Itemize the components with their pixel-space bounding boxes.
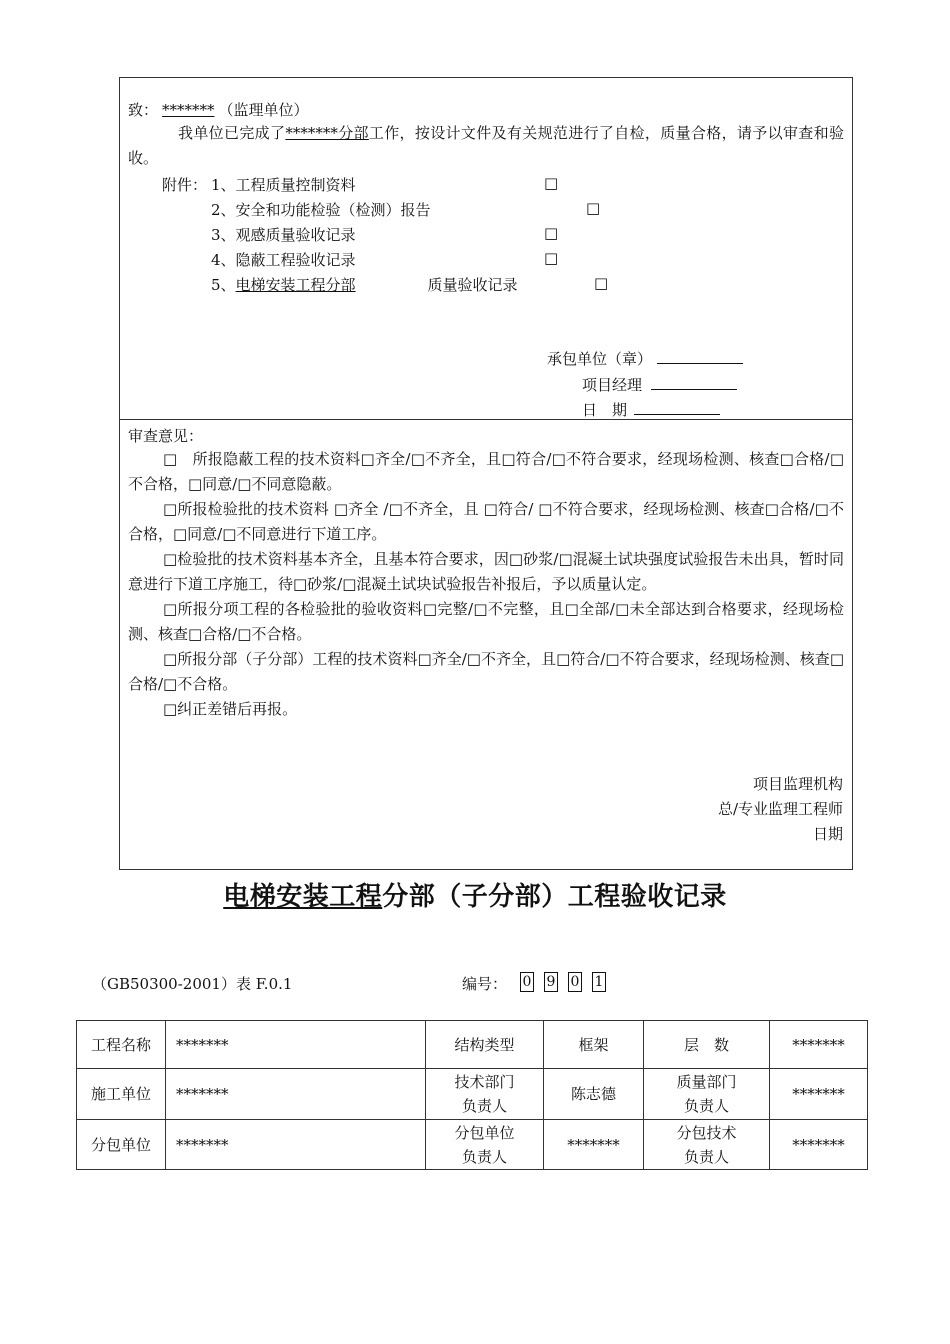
attachment-item: 3、观感质量验收记录 (211, 226, 356, 244)
page-title: 电梯安装工程分部（子分部）工程验收记录 (223, 882, 727, 912)
review-item: □纠正差错后再报。 (163, 700, 298, 718)
attachment-checkbox[interactable]: □ (544, 174, 559, 192)
label-cell: 施工单位 (77, 1069, 166, 1120)
label-cell: 工程名称 (77, 1021, 166, 1069)
to-value: ******* (162, 101, 215, 119)
number-digit: 0 (520, 972, 534, 992)
label-cell: 技术部门 负责人 (426, 1069, 544, 1120)
date-line[interactable] (634, 400, 720, 415)
quality-lead-value: ******* (770, 1069, 868, 1120)
label-cell: 质量部门 负责人 (644, 1069, 770, 1120)
record-number (520, 972, 616, 992)
notice-body: 我单位已完成了*******分部工作，按设计文件及有关规范进行了自检，质量合格，请予以审查和验收。 (128, 124, 844, 167)
attachment-checkbox[interactable]: □ (544, 224, 559, 242)
review-heading: 审查意见： (128, 427, 204, 445)
attachment-checkbox[interactable]: □ (586, 199, 601, 217)
project-name: *******分部 (285, 124, 369, 142)
number-digit: 9 (544, 972, 558, 992)
attachment-item: 2、安全和功能检验（检测）报告 (211, 201, 431, 219)
notice-to-line (128, 99, 309, 120)
review-item: □所报分项工程的各检验批的验收资料□完整/□不完整，且□全部/□未全部达到合格要求，经现场检测、核查□合格/□不合格。 (128, 600, 844, 643)
table-row (77, 1021, 868, 1069)
project-name-value: ******* (166, 1021, 426, 1069)
attachment-checkbox[interactable]: □ (594, 274, 609, 292)
number-digit: 0 (568, 972, 582, 992)
review-item: □ 所报隐蔽工程的技术资料□齐全/□不齐全，且□符合/□不符合要求，经现场检测、核查□合格/□不合格，□同意/□不同意隐蔽。 (128, 450, 844, 493)
subcontractor-lead-value: ******* (544, 1120, 644, 1170)
contractor-signature-line[interactable] (657, 349, 743, 364)
subcontractor-value: ******* (166, 1120, 426, 1170)
label-cell: 分包单位 负责人 (426, 1120, 544, 1170)
project-info-table (76, 1020, 868, 1170)
label-cell: 结构类型 (426, 1021, 544, 1069)
standard-ref: （GB50300-2001）表 F.0.1 (92, 975, 293, 993)
attach-label: 附件： (162, 176, 208, 194)
label-cell: 分包技术 负责人 (644, 1120, 770, 1170)
sign-date: 日期 (812, 825, 843, 843)
attachment-item: 5、电梯安装工程分部 质量验收记录 (211, 276, 518, 294)
number-label: 编号： (462, 975, 508, 993)
pm-sign: 项目经理 (582, 374, 737, 395)
construction-unit-value: ******* (166, 1069, 426, 1120)
floors-value: ******* (770, 1021, 868, 1069)
attachment-item: 4、隐蔽工程验收记录 (211, 251, 356, 269)
number-digit: 1 (592, 972, 606, 992)
pm-signature-line[interactable] (651, 375, 737, 390)
table-row (77, 1120, 868, 1170)
sign-org: 项目监理机构 (752, 775, 843, 793)
review-item: □所报检验批的技术资料 □齐全 /□不齐全，且 □符合/ □不符合要求，经现场检测、核查□合格/□不合格，□同意/□不同意进行下道工序。 (128, 500, 844, 543)
contractor-sign: 承包单位（章） (547, 348, 743, 369)
date-sign: 日 期 (582, 399, 720, 420)
label-cell: 分包单位 (77, 1120, 166, 1170)
subcontractor-tech-lead-value: ******* (770, 1120, 868, 1170)
attachment-item: 1、工程质量控制资料 (211, 176, 356, 194)
structure-type-value: 框架 (544, 1021, 644, 1069)
review-item: □所报分部（子分部）工程的技术资料□齐全/□不齐全，且□符合/□不符合要求，经现场检测、核查□合格/□不合格。 (128, 650, 844, 693)
table-row (77, 1069, 868, 1120)
review-item: □检验批的技术资料基本齐全，且基本符合要求，因□砂浆/□混凝土试块强度试验报告未出具，暂时同意进行下道工序施工，待□砂浆/□混凝土试块试验报告补报后，予以质量认定。 (128, 550, 844, 593)
to-suffix: （监理单位） (218, 101, 309, 119)
sign-engineer: 总/专业监理工程师 (717, 800, 843, 818)
to-label: 致： (128, 101, 159, 119)
label-cell: 层 数 (644, 1021, 770, 1069)
attachment-checkbox[interactable]: □ (544, 249, 559, 267)
tech-lead-value: 陈志德 (544, 1069, 644, 1120)
